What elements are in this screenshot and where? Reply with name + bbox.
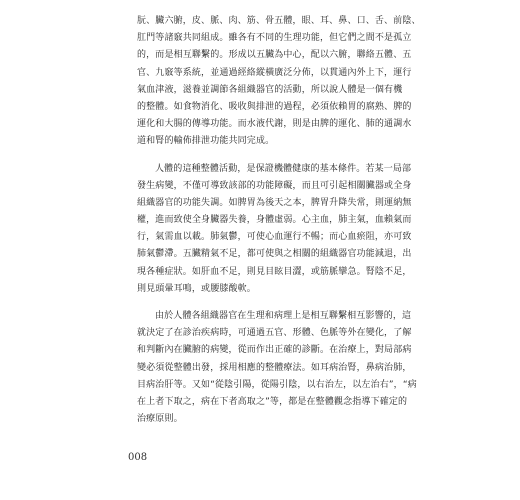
text-line: 由於人體各組織器官在生理和病理上是相互聯繫相互影響的，這 bbox=[155, 311, 412, 321]
text-line: 官、九竅等系統，並通過經絡縱橫廣泛分佈，以貫通內外上下，運行 bbox=[137, 67, 412, 78]
text-line: 現各種症狀。如肝血不足，則見目眩目澀，或筋脈攣急。腎陰不足， bbox=[137, 266, 412, 277]
text-line: 變必須從整體出發，採用相應的整體療法。如耳病治腎，鼻病治肺， bbox=[137, 362, 412, 373]
text-line: 的整體。如食物消化、吸收與排泄的過程，必須依賴胃的腐熟、脾的 bbox=[137, 101, 412, 112]
text-line: 肛門等諸竅共同組成。雖各有不同的生理功能，但它們之間不是孤立 bbox=[137, 33, 412, 44]
text-line: 氣血津液，滋養並調節各組織器官的活動，所以說人體是一個有機 bbox=[137, 84, 403, 95]
text-line: 肺氣鬱滯。五臟精氣不足，都可使與之相關的組織器官功能減退，出 bbox=[137, 249, 412, 260]
text-line: 權，進而致使全身臟器失養，身體虛弱。心主血，肺主氣，血賴氣而 bbox=[137, 215, 412, 226]
text-line: 在上者下取之，病在下者高取之”等，都是在整體觀念指導下確定的 bbox=[137, 396, 408, 407]
paragraph-2 bbox=[137, 161, 412, 299]
text-line: 和判斷內在臟腑的病變，從而作出正確的診斷。在治療上，對局部病 bbox=[137, 345, 412, 356]
paragraph-gap bbox=[137, 298, 397, 308]
text-line: 朊、臟六腑，皮、脈、肉、筋、骨五體，眼、耳、鼻、口、舌、前陰、 bbox=[137, 16, 421, 26]
text-line: 運化和大腸的傳導功能。而水液代謝，則是由脾的運化、肺的通調水 bbox=[137, 119, 412, 130]
text-line: 則見頭暈耳鳴，或腰膝酸軟。 bbox=[137, 283, 256, 294]
paragraph-3 bbox=[137, 308, 417, 428]
text-line: 組織器官的功能失調。如脾胃為後天之本，脾胃升降失常，則運納無 bbox=[137, 197, 412, 208]
text-line: 發生病變，不僅可導致該部的功能障礙，而且可引起相關臟器或全身 bbox=[137, 180, 412, 191]
text-line: 的，而是相互聯繫的。形成以五臟為中心，配以六腑，聯絡五體、五 bbox=[137, 50, 412, 61]
text-line: 目病治肝等。又如“從陰引陽，從陽引陰，以右治左，以左治右”，“病 bbox=[137, 379, 417, 390]
text-line: 行，氣需血以載。肺氣鬱，可使心血運行不暢；而心血瘀阻，亦可致 bbox=[137, 232, 412, 243]
text-line: 人體的這種整體活動，是保證機體健康的基本條件。若某一局部 bbox=[155, 163, 412, 174]
text-line: 就決定了在診治疾病時，可通過五官、形體、色脈等外在變化，了解 bbox=[137, 328, 412, 339]
body-text bbox=[137, 13, 421, 428]
paragraph-1 bbox=[137, 13, 421, 151]
text-line: 道和腎的輸佈排泄功能共同完成。 bbox=[137, 136, 275, 147]
paragraph-gap bbox=[137, 151, 397, 161]
page-number: 008 bbox=[128, 452, 148, 463]
text-line: 治療原則。 bbox=[137, 414, 183, 425]
